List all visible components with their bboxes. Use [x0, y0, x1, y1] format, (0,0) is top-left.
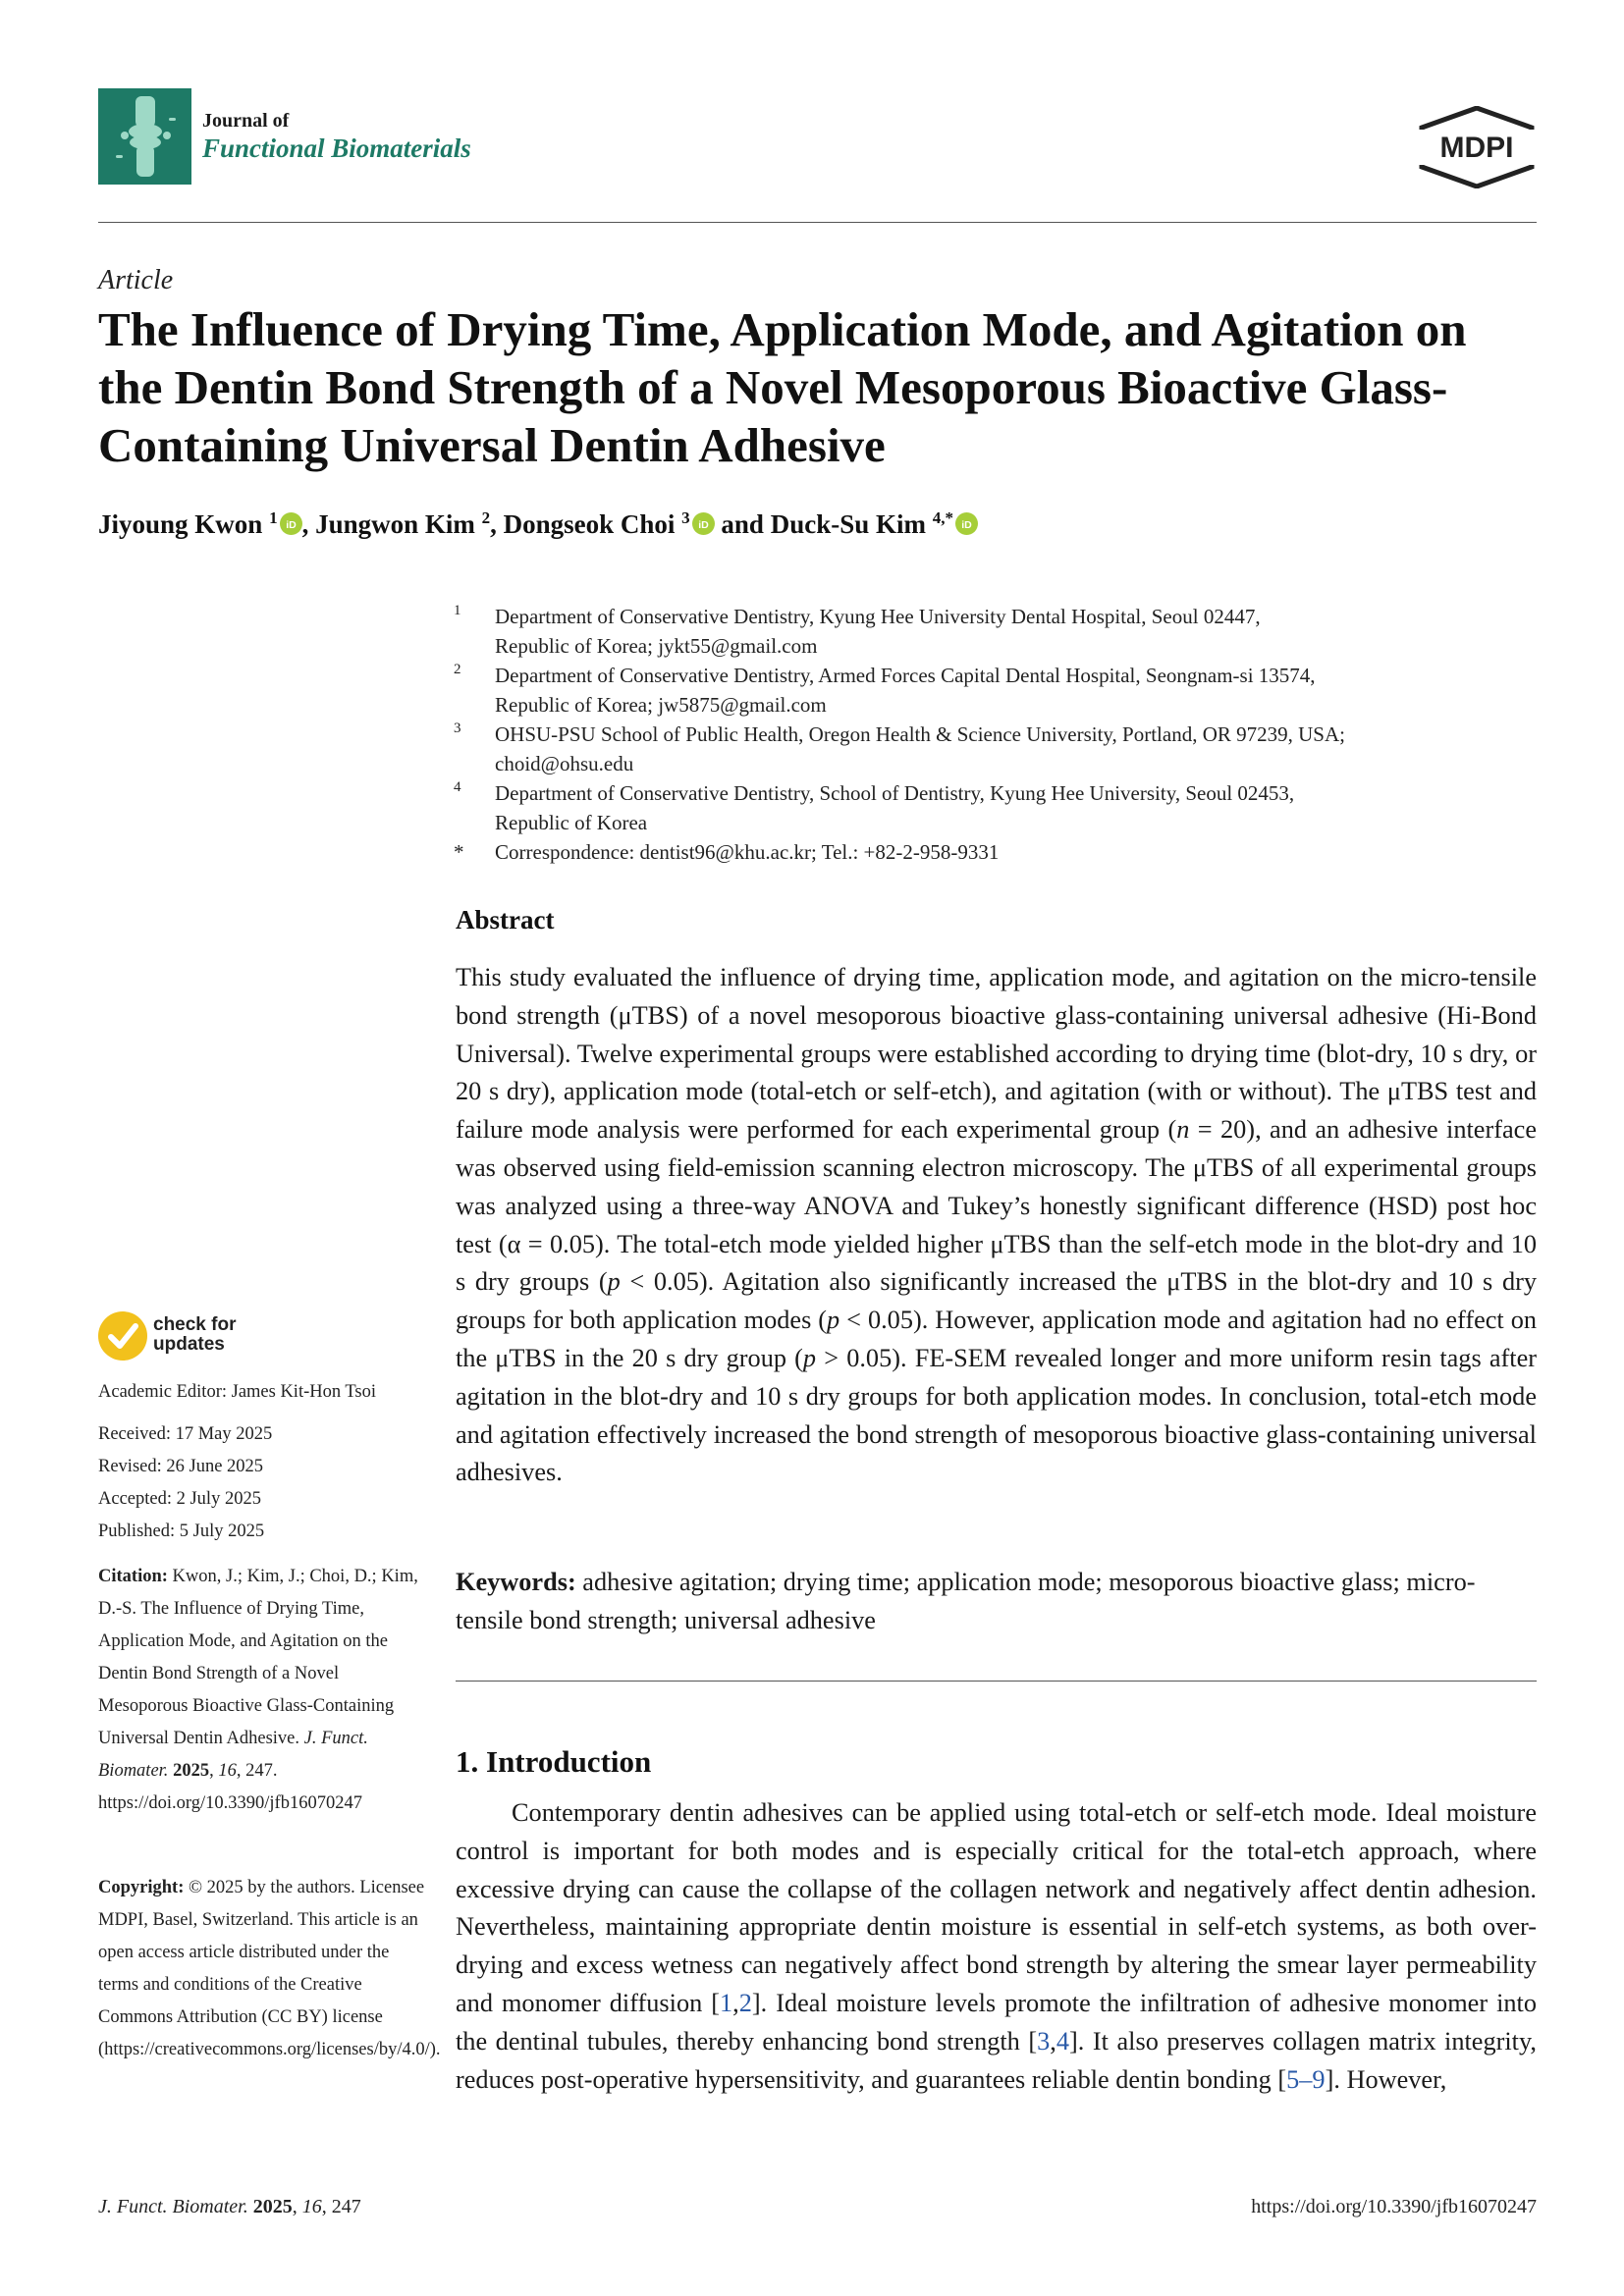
author	[98, 509, 315, 539]
orcid-icon[interactable]	[692, 511, 715, 534]
affiliations	[454, 602, 1539, 867]
affiliation-item	[454, 720, 1539, 778]
affiliation-number: 3	[454, 721, 461, 736]
citation-ref-link[interactable]: 2	[738, 1988, 752, 2017]
journal-name-line2: Functional Biomaterials	[202, 133, 471, 163]
affiliation-item	[454, 778, 1539, 837]
author-list	[98, 508, 978, 540]
author-separator: and	[714, 509, 771, 539]
affiliation-line: Republic of Korea; jykt55@gmail.com	[495, 634, 818, 658]
abstract-text	[456, 959, 1537, 1492]
abstract-text: > 0.05). FE-SEM revealed longer and more uniform resin tags after agitation in the blot-dry and 10 s dry groups for both application modes. In conclusion, total-etch mode and agitation effectively increased the bond strength of mesoporous bioactive glass-containing universal adhesives.	[456, 1343, 1537, 1487]
copyright-label: Copyright:	[98, 1878, 185, 1897]
affiliation-line: Department of Conservative Dentistry, School of Dentistry, Kyung Hee University, Seoul 02453,	[495, 781, 1295, 805]
affiliation-item	[454, 661, 1539, 720]
author-affiliation-mark: 4,*	[932, 508, 953, 527]
author-separator: ,	[490, 509, 504, 539]
abstract-divider	[456, 1681, 1537, 1682]
check-updates-label	[153, 1315, 236, 1355]
abstract-italic: n	[1176, 1115, 1190, 1145]
mdpi-logo	[1416, 106, 1538, 188]
journal-logo	[98, 88, 505, 187]
correspondence	[454, 837, 1539, 867]
introduction-text: ,	[732, 1988, 739, 2017]
affiliation-number: 2	[454, 662, 461, 677]
footer-italic: J. Funct. Biomater.	[98, 2196, 248, 2217]
abstract-text: < 0.05). Agitation also significantly increased the μTBS in the blot-dry and 10 s dry groups for both application modes (	[456, 1267, 1537, 1335]
citation-block	[98, 1561, 427, 1820]
check-updates-line2: updates	[153, 1334, 225, 1355]
correspondence-marker: *	[454, 840, 464, 864]
introduction-text: Contemporary dentin adhesives can be applied using total-etch or self-etch mode. Ideal moisture control is important for both modes and is especially critical for the total-etch approach, where excessive drying can cause the collapse of the collagen network and negatively affect dentin adhesion. Nevertheless, maintaining appropriate dentin moisture is essential in self-etch systems, as both over-drying and excess wetness can negatively affect bond strength by altering the smear layer permeability and monomer diffusion [	[456, 1798, 1537, 2017]
author-name: Duck-Su Kim	[770, 509, 933, 539]
citation-ref-link[interactable]: 3	[1037, 2026, 1051, 2056]
author-affiliation-mark: 1	[269, 508, 278, 527]
footer-doi[interactable]: https://doi.org/10.3390/jfb16070247	[1251, 2196, 1537, 2217]
svg-text:iD: iD	[285, 518, 297, 531]
svg-text:iD: iD	[697, 518, 709, 531]
introduction-text: ]. Ideal moisture levels promote the infiltration of adhesive monomer into the dentinal tubules, thereby enhancing bond strength [	[456, 1988, 1537, 2056]
abstract-text: = 20), and an adhesive interface was observed using field-emission scanning electron microscopy. The μTBS of all experimental groups was analyzed using a three-way ANOVA and Tukey’s honestly significant difference (HSD) post hoc test (α = 0.05). The total-etch mode yielded higher μTBS than the self-etch mode in the blot-dry and 10 s dry groups (	[456, 1115, 1538, 1297]
mdpi-logo-text: MDPI	[1439, 132, 1514, 164]
citation-italic: J. Funct. Biomater.	[98, 1729, 368, 1781]
affiliation-number: 1	[454, 603, 461, 618]
keywords-label: Keywords:	[456, 1568, 576, 1596]
affiliation-line: Republic of Korea; jw5875@gmail.com	[495, 693, 827, 717]
citation-ref-link[interactable]: 1	[720, 1988, 733, 2017]
publication-date: Accepted: 2 July 2025	[98, 1489, 261, 1509]
publication-date: Received: 17 May 2025	[98, 1424, 273, 1444]
publication-dates	[98, 1418, 422, 1548]
affiliation-line: Department of Conservative Dentistry, Kyung Hee University Dental Hospital, Seoul 02447,	[495, 605, 1261, 628]
author	[771, 509, 978, 539]
keywords-text: adhesive agitation; drying time; application mode; mesoporous bioactive glass; micro-tensile bond strength; universal adhesive	[456, 1568, 1476, 1634]
footer-bold: 2025	[252, 2196, 293, 2217]
affiliation-item	[454, 602, 1539, 661]
citation-label: Citation:	[98, 1567, 168, 1586]
footer-text: , 247	[321, 2196, 361, 2217]
correspondence-text: Correspondence: dentist96@khu.ac.kr; Tel.: +82-2-958-9331	[495, 840, 1000, 864]
citation-text: ,	[209, 1761, 219, 1781]
keywords	[456, 1564, 1537, 1640]
publication-date: Revised: 26 June 2025	[98, 1457, 264, 1476]
introduction-heading: 1. Introduction	[456, 1744, 652, 1779]
affiliation-number: 4	[454, 779, 461, 795]
abstract-text: < 0.05). However, application mode and agitation had no effect on the μTBS in the 20 s dry group (	[456, 1306, 1537, 1372]
author	[315, 509, 504, 539]
citation-bold: 2025	[173, 1761, 210, 1781]
citation-italic: 16	[218, 1761, 237, 1781]
abstract-italic: p	[607, 1267, 621, 1297]
check-updates-line1: check for	[153, 1314, 237, 1335]
header-divider	[98, 222, 1537, 223]
citation-text: Kwon, J.; Kim, J.; Choi, D.; Kim, D.-S. The Influence of Drying Time, Application Mode, and Agitation on the Dentin Bond Strength of a Novel Mesoporous Bioactive Glass-Containing Universal Dentin Adhesive.	[98, 1567, 418, 1748]
footer-citation	[98, 2196, 361, 2218]
svg-text:iD: iD	[961, 518, 972, 531]
abstract-italic: p	[827, 1306, 840, 1335]
journal-name-line1: Journal of	[202, 110, 290, 132]
author-affiliation-mark: 3	[681, 508, 690, 527]
abstract-heading: Abstract	[456, 905, 555, 934]
introduction-text: ]. However,	[1325, 2064, 1447, 2094]
abstract-italic: p	[802, 1343, 817, 1372]
footer-text: ,	[292, 2196, 302, 2217]
orcid-icon[interactable]	[955, 511, 978, 534]
introduction-text	[456, 1794, 1537, 2099]
abstract-text: This study evaluated the influence of drying time, application mode, and agitation on the micro-tensile bond strength (μTBS) of a novel mesoporous bioactive glass-containing universal adhesive (Hi-Bond Universal). Twelve experimental groups were established according to drying time (blot-dry, 10 s dry, or 20 s dry), application mode (total-etch or self-etch), and agitation (with or without). The μTBS test and failure mode analysis were performed for each experimental group (	[456, 963, 1537, 1145]
article-title: The Influence of Drying Time, Application Mode, and Agitation on the Dentin Bond Strength of a Novel Mesoporous Bioactive Glass-Containing Universal Dentin Adhesive	[98, 302, 1467, 472]
affiliation-line: Republic of Korea	[495, 811, 648, 834]
author-name: Jiyoung Kwon	[98, 509, 270, 539]
affiliation-line: choid@ohsu.edu	[495, 752, 634, 775]
citation-text: , 247. https://doi.org/10.3390/jfb16070247	[98, 1761, 362, 1813]
introduction-text: ,	[1050, 2026, 1056, 2056]
citation-ref-link[interactable]: 4	[1056, 2026, 1070, 2056]
citation-ref-link[interactable]: 5–9	[1286, 2064, 1326, 2094]
joint-icon	[98, 88, 191, 185]
introduction-text: ]. It also preserves collagen matrix integrity, reduces post-operative hypersensitivity, and guarantees reliable dentin bonding [	[456, 2026, 1537, 2094]
author-affiliation-mark: 2	[481, 508, 491, 527]
author	[504, 509, 771, 539]
copyright-text: © 2025 by the authors. Licensee MDPI, Basel, Switzerland. This article is an open access article distributed under the terms and conditions of the Creative Commons Attribution (CC BY) license (https://creativecommons.org/licenses/by/4.0/).	[98, 1878, 441, 2059]
author-name: Dongseok Choi	[503, 509, 682, 539]
check-updates-icon	[98, 1311, 147, 1361]
article-type: Article	[98, 265, 174, 295]
affiliation-line: Department of Conservative Dentistry, Armed Forces Capital Dental Hospital, Seongnam-si 13574,	[495, 664, 1316, 687]
footer-italic: 16	[301, 2196, 322, 2217]
affiliation-line: OHSU-PSU School of Public Health, Oregon Health & Science University, Portland, OR 97239, USA;	[495, 722, 1345, 746]
academic-editor: Academic Editor: James Kit-Hon Tsoi	[98, 1382, 377, 1402]
check-for-updates-badge[interactable]	[98, 1311, 255, 1362]
copyright-block	[98, 1872, 441, 2066]
author-separator: ,	[301, 509, 316, 539]
orcid-icon[interactable]	[280, 511, 302, 534]
publication-date: Published: 5 July 2025	[98, 1522, 265, 1541]
journal-logo-mark	[98, 88, 191, 185]
author-name: Jungwon Kim	[315, 509, 482, 539]
